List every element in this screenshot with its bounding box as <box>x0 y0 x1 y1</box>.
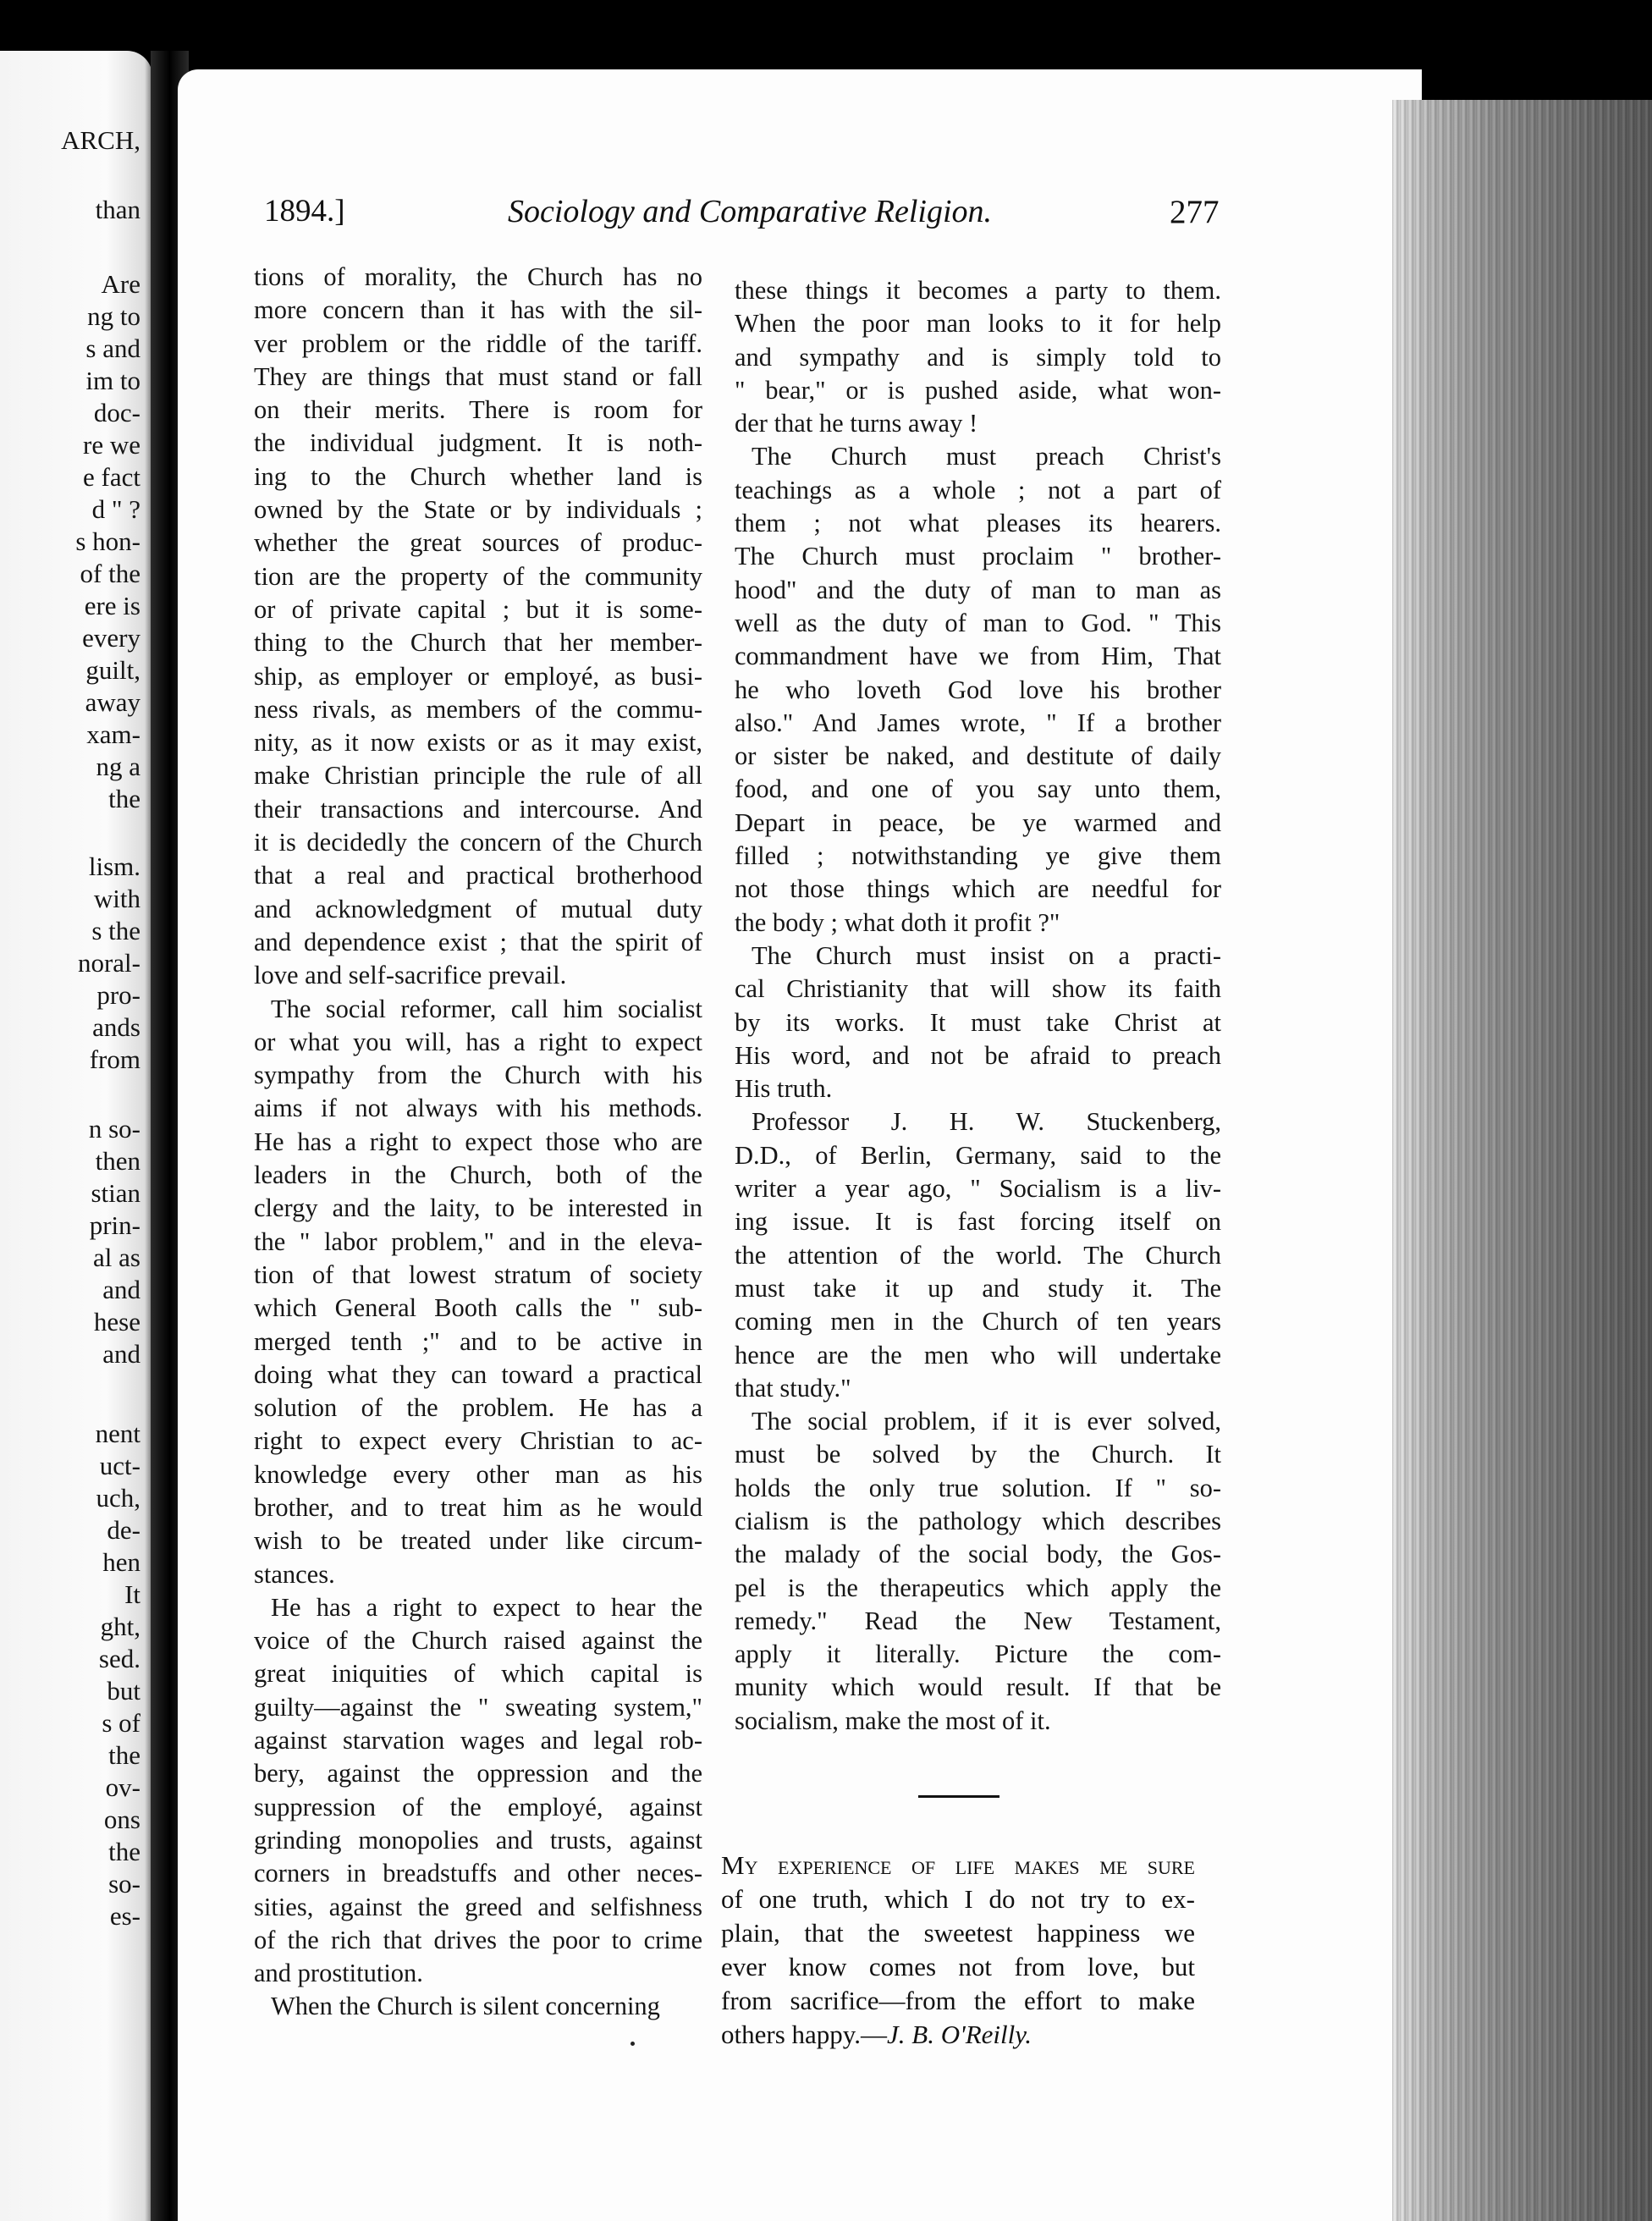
left-page-fragment: n so- <box>88 1114 140 1144</box>
text-line: bery, against the oppression and the <box>254 1759 702 1788</box>
text-line: grinding monopolies and trusts, against <box>254 1825 702 1855</box>
text-line: thing to the Church that her member- <box>254 628 702 658</box>
text-line: which General Booth calls the " sub- <box>254 1293 702 1323</box>
left-page-fragment: e fact <box>83 462 140 492</box>
left-page-fragment: guilt, <box>85 655 140 685</box>
quote-line <box>721 1916 1195 1950</box>
text-line: He has a right to expect to hear the <box>271 1592 702 1622</box>
text-line: love and self-sacrifice prevail. <box>254 961 567 990</box>
left-page-fragment: noral- <box>77 948 140 978</box>
text-line: them ; not what pleases its hearers. <box>735 509 1221 538</box>
text-line: solution of the problem. He has a <box>254 1393 702 1423</box>
text-line: hood" and the duty of man to man as <box>735 575 1221 604</box>
left-page-fragment: ands <box>92 1012 140 1042</box>
left-page-fragment: stian <box>91 1178 140 1208</box>
text-line: ing issue. It is fast forcing itself on <box>735 1207 1221 1237</box>
left-page-fragment: lism. <box>88 851 140 881</box>
text-line: on their merits. There is room for <box>254 395 702 425</box>
text-line: aims if not always with his methods. <box>254 1094 702 1123</box>
left-page-fragment: It <box>124 1579 140 1609</box>
text-line: more concern than it has with the sil- <box>254 295 702 325</box>
left-page-fragment: xam- <box>86 719 140 749</box>
text-line: ship, as employer or employé, as busi- <box>254 661 702 691</box>
page-number: 277 <box>1170 194 1220 230</box>
left-page-fragment: ons <box>103 1805 140 1834</box>
text-line: " bear," or is pushed aside, what won- <box>735 375 1221 405</box>
text-line: The Church must insist on a practi- <box>752 940 1221 970</box>
text-line: ing to the Church whether land is <box>254 461 702 491</box>
left-page-fragment: sed. <box>98 1644 140 1673</box>
left-page-fragment: ov- <box>105 1772 140 1802</box>
left-column <box>254 261 702 2024</box>
left-page-fragment: im to <box>85 366 140 395</box>
text-line: the individual judgment. It is noth- <box>254 428 702 458</box>
text-line: the body ; what doth it profit ?" <box>735 907 1060 937</box>
text-line: tion of that lowest stratum of society <box>254 1259 702 1289</box>
text-line: voice of the Church raised against the <box>254 1626 702 1656</box>
text-line: the attention of the world. The Church <box>735 1240 1221 1270</box>
text-line: not those things which are needful for <box>735 874 1221 904</box>
text-line: wish to be treated under like circum- <box>254 1526 702 1556</box>
text-line: also." And James wrote, " If a brother <box>735 708 1221 737</box>
quote-line-text: plain, that the sweetest happiness we <box>721 1918 1195 1948</box>
right-column <box>735 274 1221 1738</box>
header-year: 1894.] <box>264 194 345 229</box>
quote-line <box>721 1950 1195 1984</box>
text-line: nity, as it now exists or as it may exist, <box>254 728 702 758</box>
left-page-fragment: of the <box>80 559 140 588</box>
left-page-fragment: s and <box>85 333 140 363</box>
text-line: apply it literally. Picture the com- <box>735 1640 1221 1669</box>
page-speck <box>631 2042 635 2046</box>
left-page-fragment: ng to <box>87 301 140 331</box>
running-title: Sociology and Comparative Religion. <box>508 194 993 229</box>
text-line: and prostitution. <box>254 1959 423 1988</box>
text-line: suppression of the employé, against <box>254 1792 702 1821</box>
left-page-fragment: and <box>102 1339 140 1369</box>
text-line: The social reformer, call him socialist <box>271 994 702 1023</box>
text-line: His truth. <box>735 1074 833 1104</box>
left-page-fragment: away <box>85 687 140 717</box>
text-line: brother, and to treat him as he would <box>254 1492 702 1522</box>
text-line: great iniquities of which capital is <box>254 1659 702 1689</box>
text-line: munity which would result. If that be <box>735 1673 1221 1702</box>
left-page-fragment: every <box>82 623 140 653</box>
text-line: clergy and the laity, to be interested in <box>254 1193 702 1223</box>
left-facing-page <box>0 51 152 2221</box>
left-page-fragment: uch, <box>96 1483 140 1513</box>
left-page-fragment: ng a <box>96 752 140 781</box>
left-page-fragment: so- <box>108 1869 140 1899</box>
left-page-fragment: doc- <box>93 398 140 427</box>
left-page-fragment: but <box>107 1676 140 1706</box>
text-line: sities, against the greed and selfishness <box>254 1892 702 1921</box>
text-line: ness rivals, as members of the commu- <box>254 694 702 724</box>
quote-line-text: ever know comes not from love, but <box>721 1952 1195 1981</box>
closing-quote <box>721 1849 1195 2052</box>
text-line: guilty—against the " sweating system," <box>254 1692 702 1722</box>
left-page-fragment: pro- <box>96 980 140 1010</box>
left-page-fragment: al as <box>93 1243 140 1272</box>
text-line: and sympathy and is simply told to <box>735 342 1221 372</box>
left-page-fragment: with <box>93 884 140 913</box>
text-line: owned by the State or by individuals ; <box>254 495 702 525</box>
text-line: leaders in the Church, both of the <box>254 1160 702 1190</box>
text-line: der that he turns away ! <box>735 409 978 438</box>
text-line: sympathy from the Church with his <box>254 1061 702 1090</box>
text-line: the malady of the social body, the Gos- <box>735 1540 1221 1569</box>
text-line: corners in breadstuffs and other neces- <box>254 1859 702 1888</box>
text-line: His word, and not be afraid to preach <box>735 1040 1221 1070</box>
text-line: whether the great sources of produc- <box>254 528 702 558</box>
page-fore-edge <box>1392 100 1652 2221</box>
text-line: against starvation wages and legal rob- <box>254 1726 702 1755</box>
text-line: must take it up and study it. The <box>735 1273 1221 1303</box>
text-line: doing what they can toward a practical <box>254 1359 702 1389</box>
text-line: He has a right to expect those who are <box>254 1127 702 1156</box>
text-line: When the Church is silent concerning <box>271 1992 660 2021</box>
text-line: coming men in the Church of ten years <box>735 1307 1221 1336</box>
text-line: their transactions and intercourse. And <box>254 794 702 824</box>
text-line: right to expect every Christian to ac- <box>254 1426 702 1456</box>
left-page-fragment: than <box>95 195 140 224</box>
text-line: by its works. It must take Christ at <box>735 1007 1221 1037</box>
left-page-fragment: the <box>108 784 140 813</box>
text-line: pel is the therapeutics which apply the <box>735 1573 1221 1602</box>
left-page-fragment: ARCH, <box>61 125 140 155</box>
text-line: it is decidedly the concern of the Church <box>254 828 702 857</box>
text-line: Professor J. H. W. Stuckenberg, <box>752 1107 1221 1137</box>
text-line: or of private capital ; but it is some- <box>254 594 702 624</box>
text-line: food, and one of you say unto them, <box>735 774 1221 804</box>
text-line: stances. <box>254 1559 335 1589</box>
text-line: They are things that must stand or fall <box>254 361 702 391</box>
left-page-fragment: and <box>102 1275 140 1304</box>
text-line: commandment have we from Him, That <box>735 642 1221 671</box>
text-line: tion are the property of the community <box>254 561 702 591</box>
quote-line <box>721 1849 1195 1882</box>
left-page-fragment: s of <box>102 1708 140 1738</box>
text-line: writer a year ago, " Socialism is a liv- <box>735 1174 1221 1204</box>
left-page-fragment: s hon- <box>75 526 140 556</box>
left-page-fragment: ght, <box>100 1612 140 1641</box>
left-page-fragment: de- <box>107 1515 140 1545</box>
text-line: merged tenth ;" and to be active in <box>254 1326 702 1356</box>
text-line: and dependence exist ; that the spirit of <box>254 927 702 956</box>
text-line: of the rich that drives the poor to crime <box>254 1925 702 1954</box>
text-line: these things it becomes a party to them. <box>735 276 1221 305</box>
text-line: and acknowledgment of mutual duty <box>254 894 702 923</box>
text-line: Depart in peace, be ye warmed and <box>735 807 1221 837</box>
section-divider <box>918 1795 999 1798</box>
left-page-fragment: prin- <box>89 1210 140 1240</box>
left-page-fragment: s the <box>91 916 140 945</box>
text-line: he who loveth God love his brother <box>735 675 1221 704</box>
text-line: cialism is the pathology which describes <box>735 1506 1221 1535</box>
left-page-fragment: the <box>108 1740 140 1770</box>
text-line: teachings as a whole ; not a part of <box>735 475 1221 504</box>
quote-first-line: My experience of life makes me sure <box>721 1850 1195 1880</box>
text-line: make Christian principle the rule of all <box>254 761 702 791</box>
left-page-fragment: uct- <box>99 1451 140 1480</box>
text-line: tions of morality, the Church has no <box>254 262 702 291</box>
text-line: D.D., of Berlin, Germany, said to the <box>735 1140 1221 1170</box>
left-page-fragment: ere is <box>84 591 140 620</box>
text-line: When the poor man looks to it for help <box>735 309 1221 339</box>
quote-line <box>721 1882 1195 1916</box>
quote-line-text: of one truth, which I do not try to ex- <box>721 1884 1195 1914</box>
text-line: the " labor problem," and in the eleva- <box>254 1226 702 1256</box>
left-page-fragment: Are <box>101 269 140 299</box>
left-page-fragment: then <box>95 1146 140 1176</box>
text-line: that a real and practical brotherhood <box>254 861 702 890</box>
quote-attribution: J. B. O'Reilly. <box>887 2020 1032 2049</box>
quote-line-text: from sacrifice—from the effort to make <box>721 1986 1195 2015</box>
left-page-fragment: from <box>89 1044 140 1074</box>
text-line: remedy." Read the New Testament, <box>735 1606 1221 1635</box>
quote-line <box>721 2018 1195 2052</box>
text-line: knowledge every other man as his <box>254 1459 702 1489</box>
left-page-fragment: hen <box>102 1547 140 1577</box>
left-page-fragment: es- <box>109 1901 140 1931</box>
quote-line-text: others happy.— <box>721 2020 888 2049</box>
text-line: The social problem, if it is ever solved, <box>752 1407 1221 1436</box>
left-page-fragment: nent <box>95 1419 140 1448</box>
left-page-fragment: re we <box>83 430 140 460</box>
text-line: holds the only true solution. If " so- <box>735 1473 1221 1502</box>
text-line: filled ; notwithstanding ye give them <box>735 841 1221 871</box>
text-line: socialism, make the most of it. <box>735 1706 1051 1735</box>
text-line: well as the duty of man to God. " This <box>735 608 1221 637</box>
text-line: that study." <box>735 1373 851 1403</box>
left-page-fragment: hese <box>93 1307 140 1336</box>
text-line: or sister be naked, and destitute of daily <box>735 741 1221 771</box>
text-line: cal Christianity that will show its faith <box>735 974 1221 1004</box>
left-page-fragment: the <box>108 1837 140 1866</box>
text-line: must be solved by the Church. It <box>735 1440 1221 1469</box>
text-line: The Church must proclaim " brother- <box>735 542 1221 571</box>
text-line: ver problem or the riddle of the tariff. <box>254 328 702 358</box>
quote-line <box>721 1984 1195 2018</box>
left-page-fragment: d " ? <box>91 494 140 524</box>
text-line: hence are the men who will undertake <box>735 1340 1221 1370</box>
text-line: or what you will, has a right to expect <box>254 1027 702 1056</box>
text-line: The Church must preach Christ's <box>752 442 1221 471</box>
